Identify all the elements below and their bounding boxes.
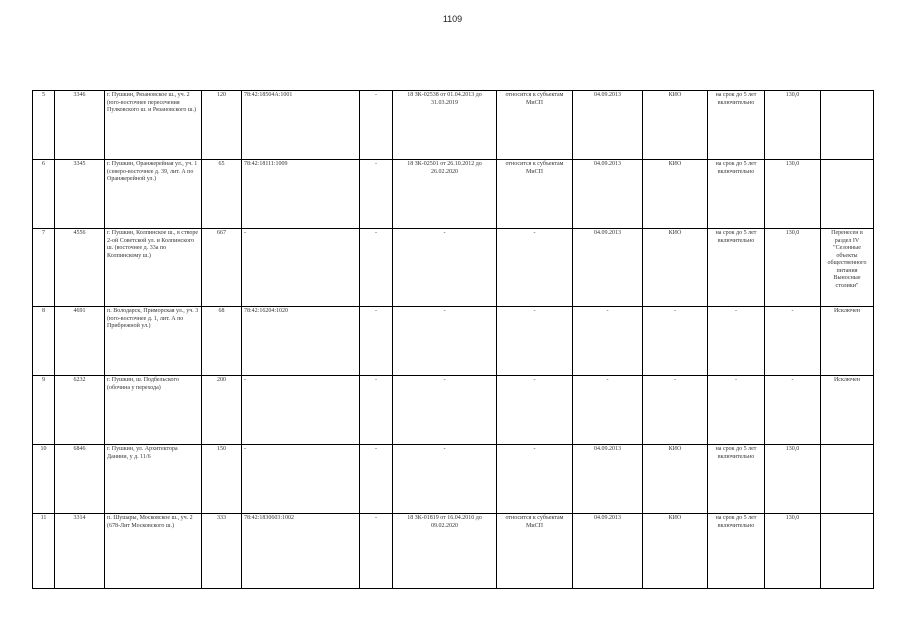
object-code: 4691 <box>55 307 105 376</box>
empty-dash-cell: - <box>360 445 393 514</box>
contract-cell: - <box>393 307 497 376</box>
empty-dash-cell: - <box>360 307 393 376</box>
object-code: 3346 <box>55 91 105 160</box>
area-cell: 150 <box>202 445 242 514</box>
row-number: 5 <box>33 91 55 160</box>
value-cell: 130,0 <box>765 514 821 589</box>
address-cell: г. Пушкин, Колпинское ш., в створе 2-ой Советской ул. и Колпинского ш. (восточнее д. 33а по Колпинскому ш.) <box>105 229 202 307</box>
term-cell: на срок до 5 лет включительно <box>708 229 765 307</box>
row-number: 10 <box>33 445 55 514</box>
note-cell <box>821 91 874 160</box>
term-cell: на срок до 5 лет включительно <box>708 160 765 229</box>
address-cell: г. Пушкин, Оранжерейная ул., уч. 1 (северо-восточнее д. 39, лит. А по Оранжерейной ул.) <box>105 160 202 229</box>
status-cell: относится к субъектам МиСП <box>497 514 573 589</box>
contract-cell: 18 ЗК-01819 от 16.04.2010 до 09.02.2020 <box>393 514 497 589</box>
status-cell: относится к субъектам МиСП <box>497 91 573 160</box>
kio-cell: - <box>643 307 708 376</box>
status-cell: относится к субъектам МиСП <box>497 160 573 229</box>
address-cell: п. Шушары, Московское ш., уч. 2 (678-Лит Московского ш.) <box>105 514 202 589</box>
row-number: 11 <box>33 514 55 589</box>
status-cell: - <box>497 445 573 514</box>
kio-cell: - <box>643 376 708 445</box>
cadastre-number: 78:42:16204:1020 <box>242 307 360 376</box>
cadastre-number: 78:42:1830603:1002 <box>242 514 360 589</box>
registry-table <box>32 90 874 589</box>
page-number: 1109 <box>442 14 463 24</box>
contract-cell: - <box>393 376 497 445</box>
empty-dash-cell: - <box>360 514 393 589</box>
area-cell: 333 <box>202 514 242 589</box>
cadastre-number: - <box>242 229 360 307</box>
term-cell: - <box>708 307 765 376</box>
table-row <box>33 307 874 376</box>
date-cell: - <box>573 376 643 445</box>
date-cell: 04.09.2013 <box>573 160 643 229</box>
object-code: 6232 <box>55 376 105 445</box>
area-cell: 667 <box>202 229 242 307</box>
cadastre-number: 78:42:18111:1009 <box>242 160 360 229</box>
kio-cell: КИО <box>643 514 708 589</box>
note-cell <box>821 160 874 229</box>
empty-dash-cell: - <box>360 91 393 160</box>
value-cell: - <box>765 307 821 376</box>
address-cell: г. Пушкин, ул. Архитектора Данини, у д. 11/6 <box>105 445 202 514</box>
cadastre-number: 78:42:18504А:1001 <box>242 91 360 160</box>
address-cell: п. Володарск, Приморская ул., уч. 3 (юго-восточнее д. 1, лит. А по Прибрежной ул.) <box>105 307 202 376</box>
term-cell: - <box>708 376 765 445</box>
row-number: 6 <box>33 160 55 229</box>
status-cell: - <box>497 376 573 445</box>
kio-cell: КИО <box>643 445 708 514</box>
contract-cell: - <box>393 229 497 307</box>
date-cell: - <box>573 307 643 376</box>
date-cell: 04.09.2013 <box>573 91 643 160</box>
object-code: 6846 <box>55 445 105 514</box>
contract-cell: 18 ЗК-02501 от 26.10.2012 до 26.02.2020 <box>393 160 497 229</box>
kio-cell: КИО <box>643 91 708 160</box>
note-cell <box>821 514 874 589</box>
table-row <box>33 229 874 307</box>
contract-cell: - <box>393 445 497 514</box>
value-cell: 130,0 <box>765 445 821 514</box>
value-cell: - <box>765 376 821 445</box>
empty-dash-cell: - <box>360 376 393 445</box>
date-cell: 04.09.2013 <box>573 514 643 589</box>
value-cell: 130,0 <box>765 229 821 307</box>
table-row <box>33 514 874 589</box>
note-cell: Перенесен в раздел IV "Сезонные объекты общественного питания Выносные столики" <box>821 229 874 307</box>
note-cell: Исключен <box>821 307 874 376</box>
status-cell: - <box>497 229 573 307</box>
note-cell <box>821 445 874 514</box>
object-code: 3345 <box>55 160 105 229</box>
area-cell: 120 <box>202 91 242 160</box>
term-cell: на срок до 5 лет включительно <box>708 445 765 514</box>
contract-cell: 18 ЗК-02538 от 01.04.2013 до 31.03.2019 <box>393 91 497 160</box>
area-cell: 68 <box>202 307 242 376</box>
area-cell: 200 <box>202 376 242 445</box>
address-cell: г. Пушкин, Рязановское ш., уч. 2 (юго-восточнее пересечения Пулковского ш. и Рязановского ш.) <box>105 91 202 160</box>
value-cell: 130,0 <box>765 91 821 160</box>
row-number: 9 <box>33 376 55 445</box>
table-row <box>33 91 874 160</box>
table-row <box>33 160 874 229</box>
object-code: 4556 <box>55 229 105 307</box>
note-cell: Исключен <box>821 376 874 445</box>
cadastre-number: - <box>242 376 360 445</box>
kio-cell: КИО <box>643 229 708 307</box>
address-cell: г. Пушкин, ш. Подбельского (обочина у перехода) <box>105 376 202 445</box>
term-cell: на срок до 5 лет включительно <box>708 91 765 160</box>
row-number: 7 <box>33 229 55 307</box>
kio-cell: КИО <box>643 160 708 229</box>
table-row <box>33 445 874 514</box>
table-row <box>33 376 874 445</box>
date-cell: 04.09.2013 <box>573 229 643 307</box>
empty-dash-cell: - <box>360 229 393 307</box>
row-number: 8 <box>33 307 55 376</box>
value-cell: 130,0 <box>765 160 821 229</box>
area-cell: 65 <box>202 160 242 229</box>
object-code: 3314 <box>55 514 105 589</box>
empty-dash-cell: - <box>360 160 393 229</box>
term-cell: на срок до 5 лет включительно <box>708 514 765 589</box>
status-cell: - <box>497 307 573 376</box>
cadastre-number: - <box>242 445 360 514</box>
date-cell: 04.09.2013 <box>573 445 643 514</box>
